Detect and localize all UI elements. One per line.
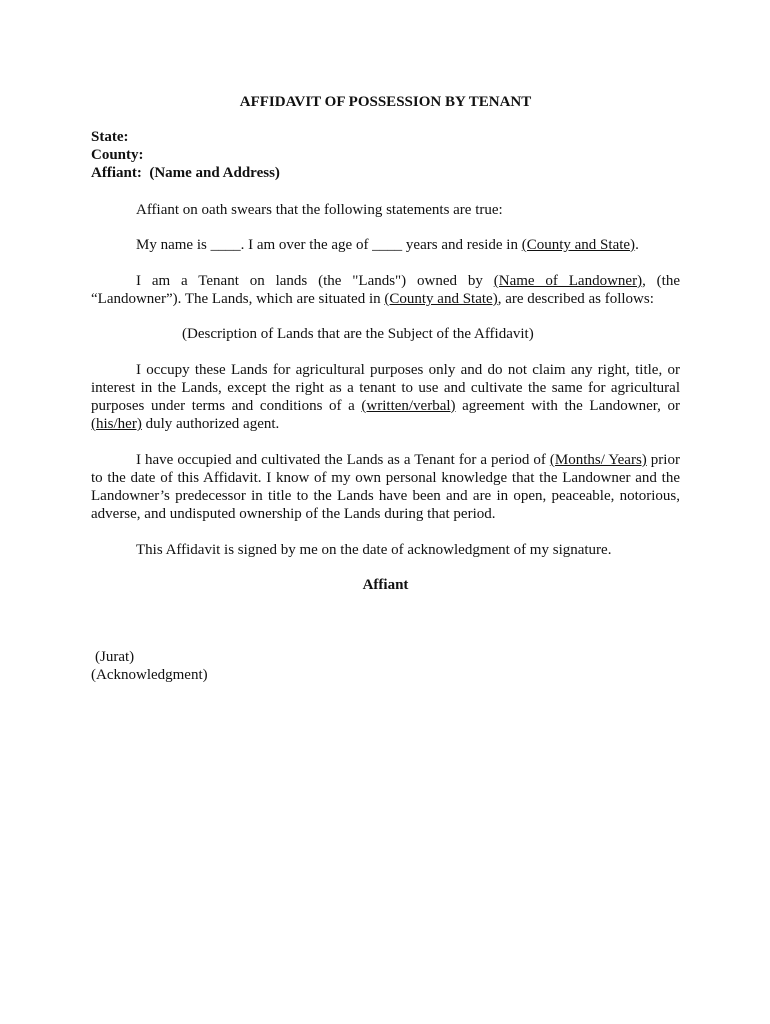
acknowledgment-label: (Acknowledgment) [91,667,208,683]
occupancy-text-c: duly authorized agent. [141,416,280,432]
affiant-header [91,164,280,182]
occupancy-paragraph [91,361,680,433]
name-age-end: . [635,237,639,253]
affiant-header-label: Affiant: [91,165,142,181]
tenant-text-b: , (the “Landowner”). The Lands, which are situated in [91,273,681,307]
cultivation-paragraph [91,451,680,523]
tenant-text-c: , are described as follows: [497,291,654,307]
signature-paragraph: This Affidavit is signed by me on the date of acknowledgment of my signature. [136,542,612,558]
lands-description-placeholder: (Description of Lands that are the Subject of the Affidavit) [182,326,534,342]
cultivation-text-b: prior to the date of this Affidavit. I know of my own personal knowledge that the Landowner and the Landowner’s predecessor in title to the Lands have been and are in open, peaceable, notorious, adverse, and undisputed ownership of the Lands during that period. [91,452,680,522]
affiant-signature-label: Affiant [362,577,409,593]
occupancy-text-b: agreement with the Landowner, or [455,398,680,414]
affiant-header-value: (Name and Address) [149,165,280,181]
lands-location-placeholder: (County and State) [384,291,498,307]
oath-paragraph: Affiant on oath swears that the following statements are true: [136,202,503,218]
name-age-text: My name is ____. I am over the age of ____ years and reside in [136,237,522,253]
agreement-type-placeholder: (written/verbal) [361,398,456,414]
occupancy-text-a: I occupy these Lands for agricultural purposes only and do not claim any right, title, or interest in the Lands, except the right as a tenant to use and cultivate the same for agricultural purposes under terms and conditions of a [91,362,680,414]
state-label: State: [91,129,129,145]
jurat-label: (Jurat) [95,649,135,665]
county-label: County: [91,147,144,163]
residence-placeholder: (County and State) [521,237,636,253]
pronoun-placeholder: (his/her) [91,416,142,432]
document-page [91,0,680,1024]
period-placeholder: (Months/ Years) [549,452,647,468]
cultivation-text-a: I have occupied and cultivated the Lands as a Tenant for a period of [136,452,550,468]
tenant-text-a: I am a Tenant on lands (the "Lands") owned by [136,273,494,289]
name-age-paragraph [91,236,680,254]
document-title: AFFIDAVIT OF POSSESSION BY TENANT [239,94,532,110]
tenant-paragraph [91,272,680,308]
landowner-placeholder: (Name of Landowner) [493,273,643,289]
